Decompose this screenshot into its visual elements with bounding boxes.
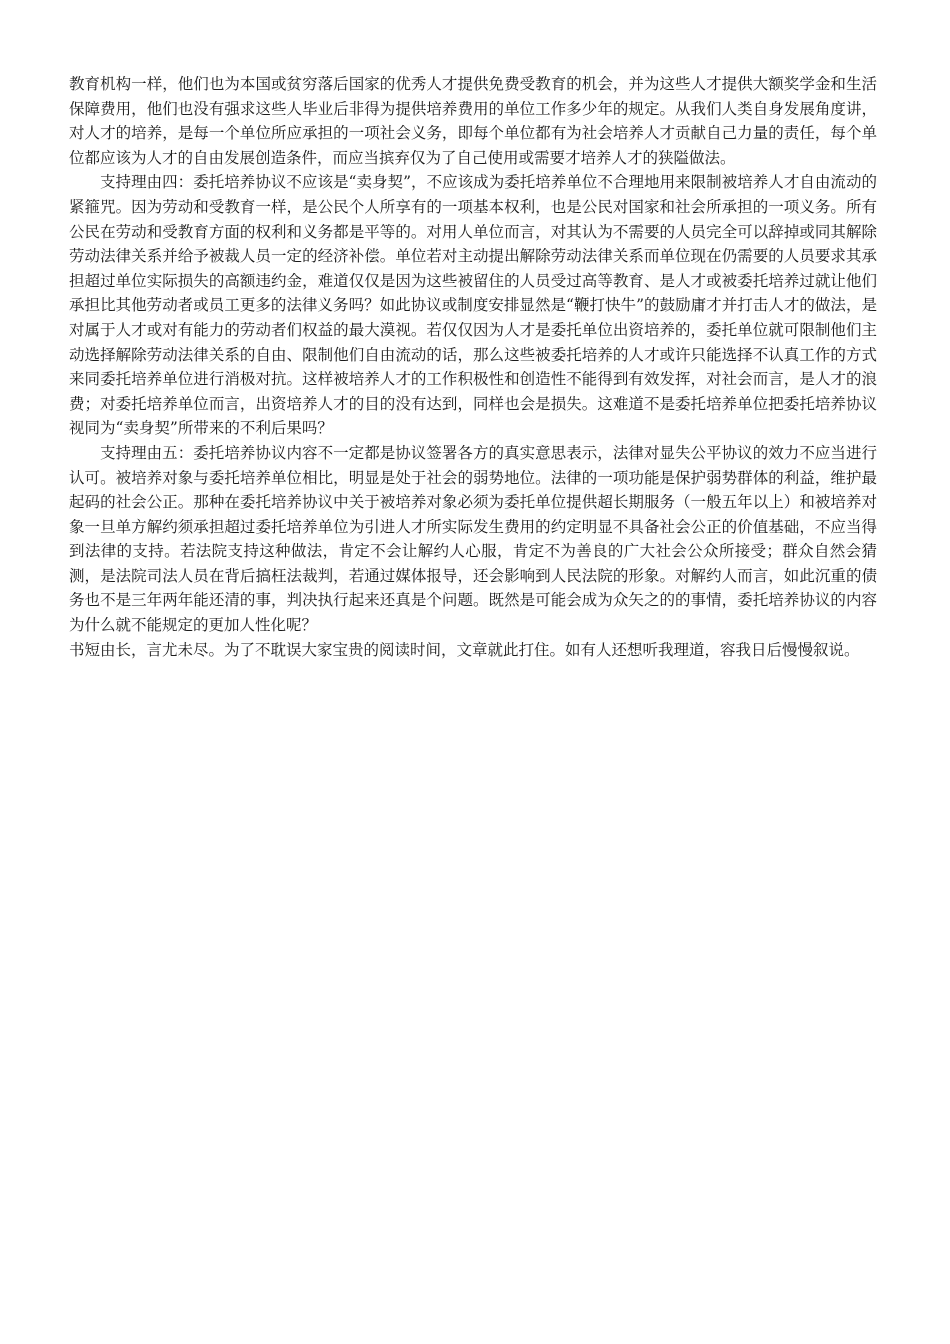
paragraph-continuation: 教育机构一样，他们也为本国或贫穷落后国家的优秀人才提供免费受教育的机会，并为这些人才提供大额奖学金和生活保障费用，他们也没有强求这些人毕业后非得为提供培养费用的单位工作多少年的规定。从我们人类自身发展角度讲，对人才的培养，是每一个单位所应承担的一项社会义务，即每个单位都有为社会培养人才贡献自己力量的责任，每个单位都应该为人才的自由发展创造条件，而应当摈弃仅为了自己使用或需要才培养人才的狭隘做法。: [69, 75, 877, 167]
paragraph-reason-four: 支持理由四：委托培养协议不应该是“卖身契”，不应该成为委托培养单位不合理地用来限制被培养人才自由流动的紧箍咒。因为劳动和受教育一样，是公民个人所享有的一项基本权利，也是公民对国家和社会所承担的一项义务。所有公民在劳动和受教育方面的权利和义务都是平等的。对用人单位而言，对其认为不需要的人员完全可以辞掉或同其解除劳动法律关系并给予被裁人员一定的经济补偿。单位若对主动提出解除劳动法律关系而单位现在仍需要的人员要求其承担超过单位实际损失的高额违约金，难道仅仅是因为这些被留住的人员受过高等教育、是人才或被委托培养过就让他们承担比其他劳动者或员工更多的法律义务吗？如此协议或制度安排显然是“鞭打快牛”的鼓励庸才并打击人才的做法，是对属于人才或对有能力的劳动者们权益的最大漠视。若仅仅因为人才是委托单位出资培养的，委托单位就可限制他们主动选择解除劳动法律关系的自由、限制他们自由流动的话，那么这些被委托培养的人才或许只能选择不认真工作的方式来同委托培养单位进行消极对抗。这样被培养人才的工作积极性和创造性不能得到有效发挥，对社会而言，是人才的浪费；对委托培养单位而言，出资培养人才的目的没有达到，同样也会是损失。这难道不是委托培养单位把委托培养协议视同为“卖身契”所带来的不利后果吗？: [69, 173, 877, 438]
paragraph-reason-five: 支持理由五：委托培养协议内容不一定都是协议签署各方的真实意思表示，法律对显失公平协议的效力不应当进行认可。被培养对象与委托培养单位相比，明显是处于社会的弱势地位。法律的一项功能是保护弱势群体的利益，维护最起码的社会公正。那种在委托培养协议中关于被培养对象必须为委托单位提供超长期服务（一般五年以上）和被培养对象一旦单方解约须承担超过委托培养单位为引进人才所实际发生费用的约定明显不具备社会公正的价值基础，不应当得到法律的支持。若法院支持这种做法，肯定不会让解约人心服，肯定不为善良的广大社会公众所接受；群众自然会猜测，是法院司法人员在背后搞枉法裁判，若通过媒体报导，还会影响到人民法院的形象。对解约人而言，如此沉重的债务也不是三年两年能还清的事，判决执行起来还真是个问题。既然是可能会成为众矢之的的事情，委托培养协议的内容为什么就不能规定的更加人性化呢？: [69, 443, 877, 635]
document-body: [69, 72, 877, 662]
paragraph-closing: 书短由长，言尤未尽。为了不耽误大家宝贵的阅读时间，文章就此打住。如有人还想听我理道，容我日后慢慢叙说。: [69, 640, 860, 659]
